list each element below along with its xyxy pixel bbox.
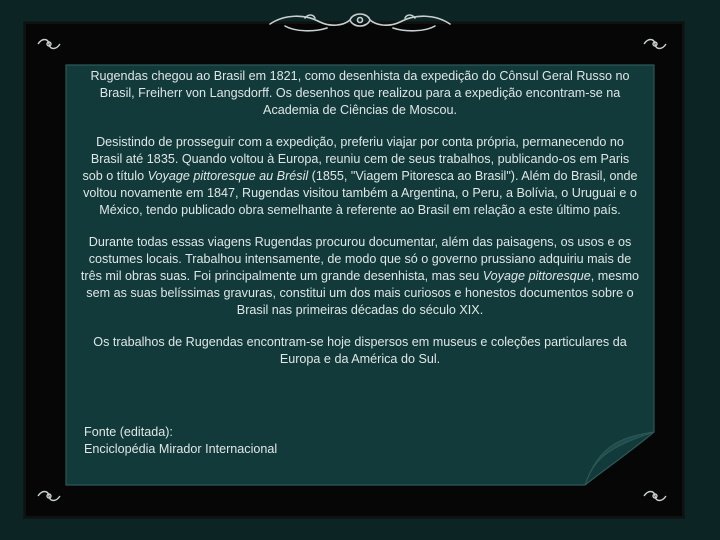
book-title-short: Voyage pittoresque [482,268,591,283]
corner-flourish-icon [36,36,62,52]
paragraph-collections: Os trabalhos de Rugendas encontram-se hoje dispersos em museus e coleções particulares da Europa e da América do Sul. [93,335,627,367]
book-title: Voyage pittoresque au Brésil [147,168,309,183]
paragraph-arrival: Rugendas chegou ao Brasil em 1821, como desenhista da expedição do Cônsul Geral Russo no Brasil, Freiherr von Langsdorff. Os desenhos que realizou para a expedição encontram-se na Academia de Ciências de Moscou. [90,69,630,117]
paragraph-documentation-text: Durante todas essas viagens Rugendas procurou documentar, além das paisagens, os usos e os costumes locais. Trabalhou intensamente, de modo que só o governo prussiano adquiriu mais de três mil obras suas. Foi principalmente um grande desenhista, mas seu [80,235,632,283]
corner-flourish-icon [36,488,62,504]
article-body [80,68,640,384]
source-name: Enciclopédia Mirador Internacional [84,441,278,456]
scroll-flourish-icon [265,8,455,36]
corner-flourish-icon [642,36,668,52]
paragraph-documentation [80,234,640,318]
corner-flourish-icon [642,488,668,504]
source-citation [84,424,277,458]
paragraph-documentation-text-end: , mesmo sem as suas belíssimas gravuras, constitui um dos mais curiosos e honestos documentos sobre o Brasil nas primeiras décadas do século XIX. [86,268,640,317]
source-label: Fonte (editada): [84,425,173,439]
paragraph-travels [80,134,640,218]
paragraph-travels-text-end: (1855, "Viagem Pitoresca ao Brasil"). Além do Brasil, onde voltou novamente em 1847, Rugendas visitou também a Argentina, o Peru, a Bolívia, o Uruguai e o México, tendo publicado obra semelhante à referente ao Brasil em relação a este último país. [83,168,638,217]
paragraph-travels-text: Desistindo de prosseguir com a expedição, preferiu viajar por conta própria, permanecendo no Brasil até 1835. Quando voltou à Europa, reuniu cem de seus trabalhos, publicando-os em Paris sob o título [82,135,630,183]
